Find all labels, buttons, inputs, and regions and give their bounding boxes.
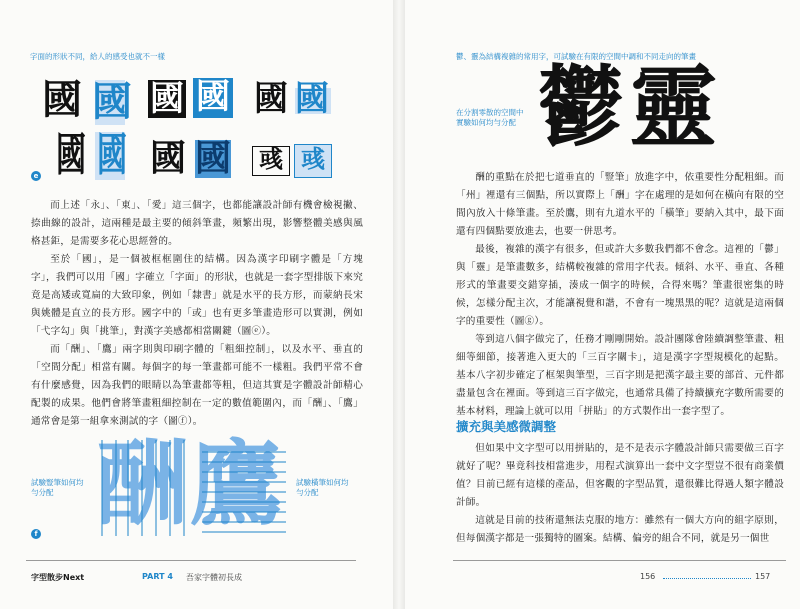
glyph-guo-wide-blue: 國: [295, 79, 329, 119]
right-paragraph-3: 等到這八個字做完了，任務才剛剛開始。設計團隊會陸續調整筆畫、粗細等細節，接著進入更大的「三百字關卡」，這是漢字字型規模化的起點。基本八字初步確定了框架與筆型，三百字則是把漢字最主要的部首、元件都盡量包含在裡面。等到這三百字做完，也通常具備了持續擴充字數所需要的基本材料，理論上就可以用「拼貼」的方式製作出一套字型了。: [456, 334, 784, 417]
right-paragraph-1: 酬的重點在於把七道垂直的「豎筆」放進字中，依重要性分配粗細。而「州」裡還有三個點，所以實際上「酬」字在處理的是如何在橫向有限的空間內放入十條筆畫。至於鷹，則有九道水平的「橫筆」要納入其中，最下面還有四個點要放進去，也要一併思考。: [456, 172, 784, 237]
left-paragraph-2: 至於「國」，是一個被框框圍住的結構。因為漢字印刷字體是「方塊字」，我們可以用「國」字確立「字面」的形狀，也就是一套字型排版下來究竟是高矮或寬扁的大致印象，例如「隸書」就是水平的長方形，而蒙納長宋與姚體是直立的長方形。國字中的「或」也有更多筆畫造形可以實測，例如「弋字勾」與「挑筆」，對漢字美感都相當關鍵（圖ⓔ）。: [31, 254, 363, 337]
glyph-chou-big: 酬: [95, 430, 188, 538]
right-page: [405, 0, 800, 609]
glyph-guo-blue-1: 國: [92, 78, 132, 125]
glyph-ying-big: 鷹: [189, 430, 282, 538]
right-body-text-b: [456, 440, 784, 548]
right-body-text-a: [456, 169, 784, 421]
section-heading: 擴充與美感微調整: [456, 419, 557, 434]
glyph-guo-inverse-blue: 國: [196, 77, 230, 117]
caption-vertical-strokes: 試驗豎筆如何均勻分配: [31, 478, 84, 497]
page-number-dots: [663, 578, 751, 579]
glyph-guo-black-1: 國: [42, 76, 82, 123]
right-footer-rule: [453, 560, 786, 561]
footer-chapter-title: 吾家字體初長成: [186, 573, 242, 582]
glyph-yu-blue: 彧: [301, 144, 325, 173]
figure-marker-f: f: [31, 529, 41, 539]
glyph-yu-complex: 鬱: [536, 55, 625, 159]
footer-part-label: PART 4: [142, 572, 173, 581]
right-paragraph-2: 最後，複雜的漢字有很多，但或許大多數我們都不會念。這裡的「鬱」與「靈」是筆畫數多，結構較複雜的常用字代表。傾斜、水平、垂直、各種形式的筆畫要交錯穿插，湊成一個字的時候，合得來嗎？筆畫很密集的時候，怎樣分配主次，才能讓視覺和諧，不會有一塊黑黑的呢？這就是這兩個字的重要性（圖ⓖ）。: [456, 244, 784, 327]
book-gutter: [393, 0, 405, 609]
glyph-guo-wide-black: 國: [254, 79, 288, 119]
right-top-caption: 鬱、靈為結構複雜的常用字，可試驗在有限的空間中調和不同走向的筆畫: [456, 52, 696, 61]
glyph-guo-tall-blue: 國: [97, 129, 127, 182]
caption-space-distribution: 在分割零散的空間中實驗如何均勻分配: [456, 108, 524, 127]
glyph-guo-black-2: 國: [149, 137, 186, 179]
page-number-left: 156: [640, 572, 656, 581]
left-body-text: [31, 197, 363, 431]
left-paragraph-3: 而「酬」、「鷹」兩字則與印刷字體的「粗細控制」，以及水平、垂直的「空間分配」相當有關。每個字的每一筆畫都可能不一樣粗。我們平常不會有什麼感覺，因為我們的眼睛以為筆畫都等粗，但這其實是字體設計師精心配製的成果。他們會將筆畫粗細控制在一定的數值範圍內，而「酬」、「鷹」通常會是第一組拿來測試的字（圖ⓕ）。: [31, 344, 363, 427]
left-footer-rule: [26, 560, 356, 561]
page-number-right: 157: [755, 572, 771, 581]
glyph-guo-inverse-black: 國: [150, 79, 184, 119]
left-top-caption: 字面的形狀不同，給人的感受也就不一樣: [30, 52, 165, 61]
glyph-ling-complex: 靈: [628, 55, 717, 159]
glyph-guo-tall-black: 國: [56, 129, 86, 182]
glyph-yu-black: 彧: [259, 144, 283, 173]
left-paragraph-1: 而上述「永」、「東」、「愛」這三個字，也都能讓設計師有機會檢視撇、捺曲線的設計，這兩種是最主要的傾斜筆畫，頻繁出現，影響整體美感與風格甚鉅，是需要多花心思經營的。: [31, 200, 363, 247]
left-page: [0, 0, 393, 609]
caption-horizontal-strokes: 試驗橫筆如何均勻分配: [296, 478, 349, 497]
footer-book-title: 字型散步Next: [31, 573, 85, 582]
stroke-guide-lines: [90, 430, 290, 538]
right-paragraph-5: 這就是目前的技術還無法克服的地方：雖然有一個大方向的組字原則，但每個漢字都是一張獨特的圖案。結構、偏旁的組合不同，就是另一個世: [456, 515, 784, 544]
right-paragraph-4: 但如果中文字型可以用拼貼的，是不是表示字體設計師只需要做三百字就好了呢？畢竟科技相當進步，用程式演算出一套中文字型豈不很有商業價值？目前已經有這樣的產品，但客觀的字型品質，還很難比得過人類字體設計師。: [456, 443, 784, 508]
figure-marker-e: e: [31, 171, 41, 181]
glyph-guo-blue-2: 國: [194, 137, 231, 179]
